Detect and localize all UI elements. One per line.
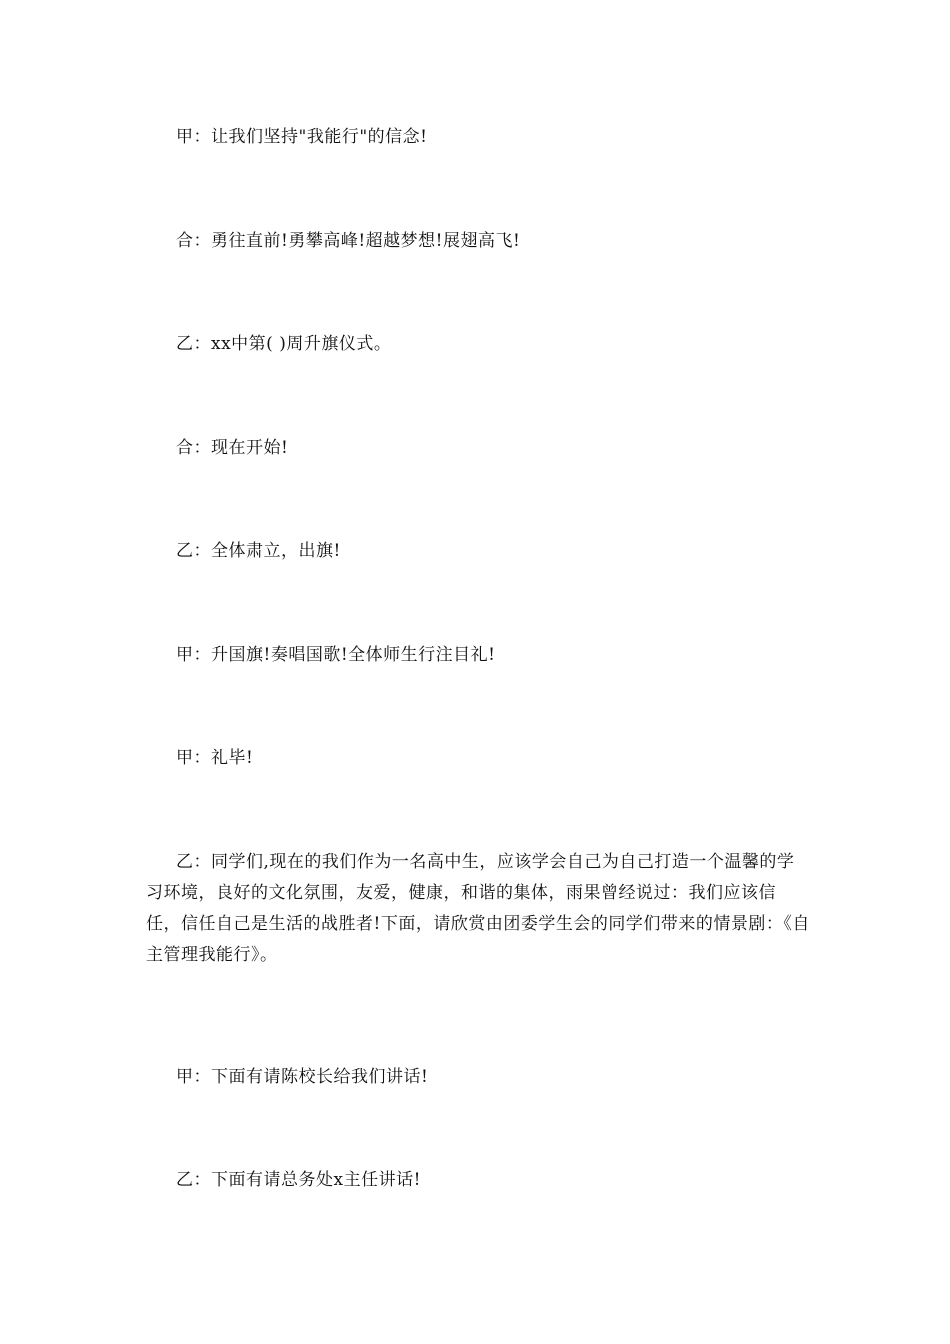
paragraph-2: 合：勇往直前!勇攀高峰!超越梦想!展翅高飞! bbox=[176, 231, 521, 251]
paragraph-10: 乙：下面有请总务处x主任讲话! bbox=[176, 1170, 421, 1190]
paragraph-6: 甲：升国旗!奏唱国歌!全体师生行注目礼! bbox=[176, 645, 496, 665]
paragraph-5: 乙：全体肃立，出旗! bbox=[176, 541, 341, 561]
paragraph-1: 甲：让我们坚持"我能行"的信念! bbox=[176, 127, 428, 147]
paragraph-3: 乙：xx中第( )周升旗仪式。 bbox=[176, 334, 392, 354]
paragraph-4: 合：现在开始! bbox=[176, 438, 289, 458]
paragraph-7: 甲：礼毕! bbox=[176, 748, 254, 768]
paragraph-8: 乙：同学们,现在的我们作为一名高中生，应该学会自己为自己打造一个温馨的学习环境，良好的文化氛围，友爱，健康，和谐的集体，雨果曾经说过：我们应该信任，信任自己是生活的战胜者!下面，请欣赏由团委学生会的同学们带来的情景剧：《自主管理我能行》。 bbox=[146, 852, 810, 965]
paragraph-9: 甲：下面有请陈校长给我们讲话! bbox=[176, 1067, 429, 1087]
